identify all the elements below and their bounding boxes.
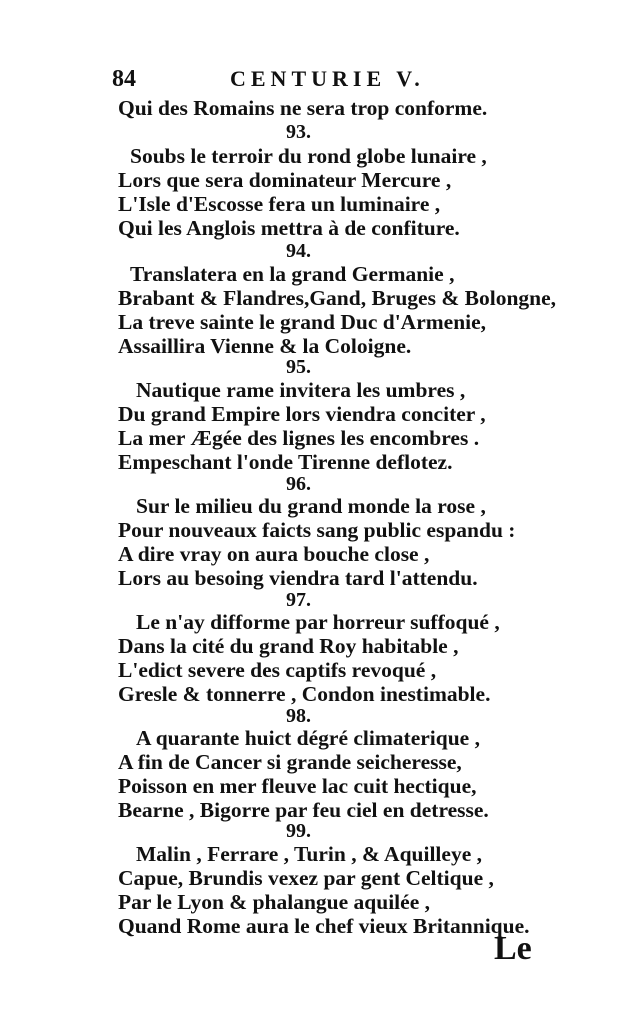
verse-line: La mer Ægée des lignes les encombres .	[118, 426, 480, 450]
page-header	[112, 66, 532, 100]
verse-line: Qui les Anglois mettra à de confiture.	[118, 216, 460, 240]
verse-line: Lors que sera dominateur Mercure ,	[118, 168, 452, 192]
quatrain-number: 93.	[286, 121, 311, 143]
quatrain-number: 98.	[286, 705, 311, 727]
verse-line: A quarante huict dégré climaterique ,	[136, 726, 480, 750]
verse-line: Assaillira Vienne & la Coloigne.	[118, 334, 412, 358]
verse-line: Dans la cité du grand Roy habitable ,	[118, 634, 459, 658]
verse-line: Brabant & Flandres,Gand, Bruges & Bolongne,	[118, 286, 557, 310]
verse-line: Le n'ay difforme par horreur suffoqué ,	[136, 610, 500, 634]
verse-line: L'Isle d'Escosse fera un luminaire ,	[118, 192, 441, 216]
verse-line: Quand Rome aura le chef vieux Britannique.	[118, 914, 530, 938]
quatrain-number: 96.	[286, 473, 311, 495]
verse-line: Capue, Brundis vexez par gent Celtique ,	[118, 866, 494, 890]
verse-line: Bearne , Bigorre par feu ciel en detresse.	[118, 798, 489, 822]
quatrain-number: 99.	[286, 820, 311, 842]
page-number: 84	[112, 66, 136, 92]
verse-line: Lors au besoing viendra tard l'attendu.	[118, 566, 478, 590]
verse-line: Par le Lyon & phalangue aquilée ,	[118, 890, 430, 914]
quatrain-number: 95.	[286, 356, 311, 378]
verse-line: A dire vray on aura bouche close ,	[118, 542, 430, 566]
verse-line: Qui des Romains ne sera trop conforme.	[118, 96, 488, 120]
verse-line: Translatera en la grand Germanie ,	[130, 262, 455, 286]
verse-line: Gresle & tonnerre , Condon inestimable.	[118, 682, 491, 706]
catchword: Le	[494, 930, 532, 967]
verse-line: Du grand Empire lors viendra conciter ,	[118, 402, 486, 426]
verse-line: Nautique rame invitera les umbres ,	[136, 378, 466, 402]
verse-line: Empeschant l'onde Tirenne deflotez.	[118, 450, 453, 474]
quatrain-number: 97.	[286, 589, 311, 611]
verse-line: L'edict severe des captifs revoqué ,	[118, 658, 437, 682]
verse-line: La treve sainte le grand Duc d'Armenie,	[118, 310, 487, 334]
verse-line: Malin , Ferrare , Turin , & Aquilleye ,	[136, 842, 482, 866]
running-title: CENTURIE V.	[230, 66, 425, 91]
quatrain-number: 94.	[286, 240, 311, 262]
verse-line: Poisson en mer fleuve lac cuit hectique,	[118, 774, 477, 798]
verse-line: Pour nouveaux faicts sang public espandu :	[118, 518, 516, 542]
verse-line: Soubs le terroir du rond globe lunaire ,	[130, 144, 487, 168]
verse-line: A fin de Cancer si grande seicheresse,	[118, 750, 462, 774]
verse-line: Sur le milieu du grand monde la rose ,	[136, 494, 486, 518]
